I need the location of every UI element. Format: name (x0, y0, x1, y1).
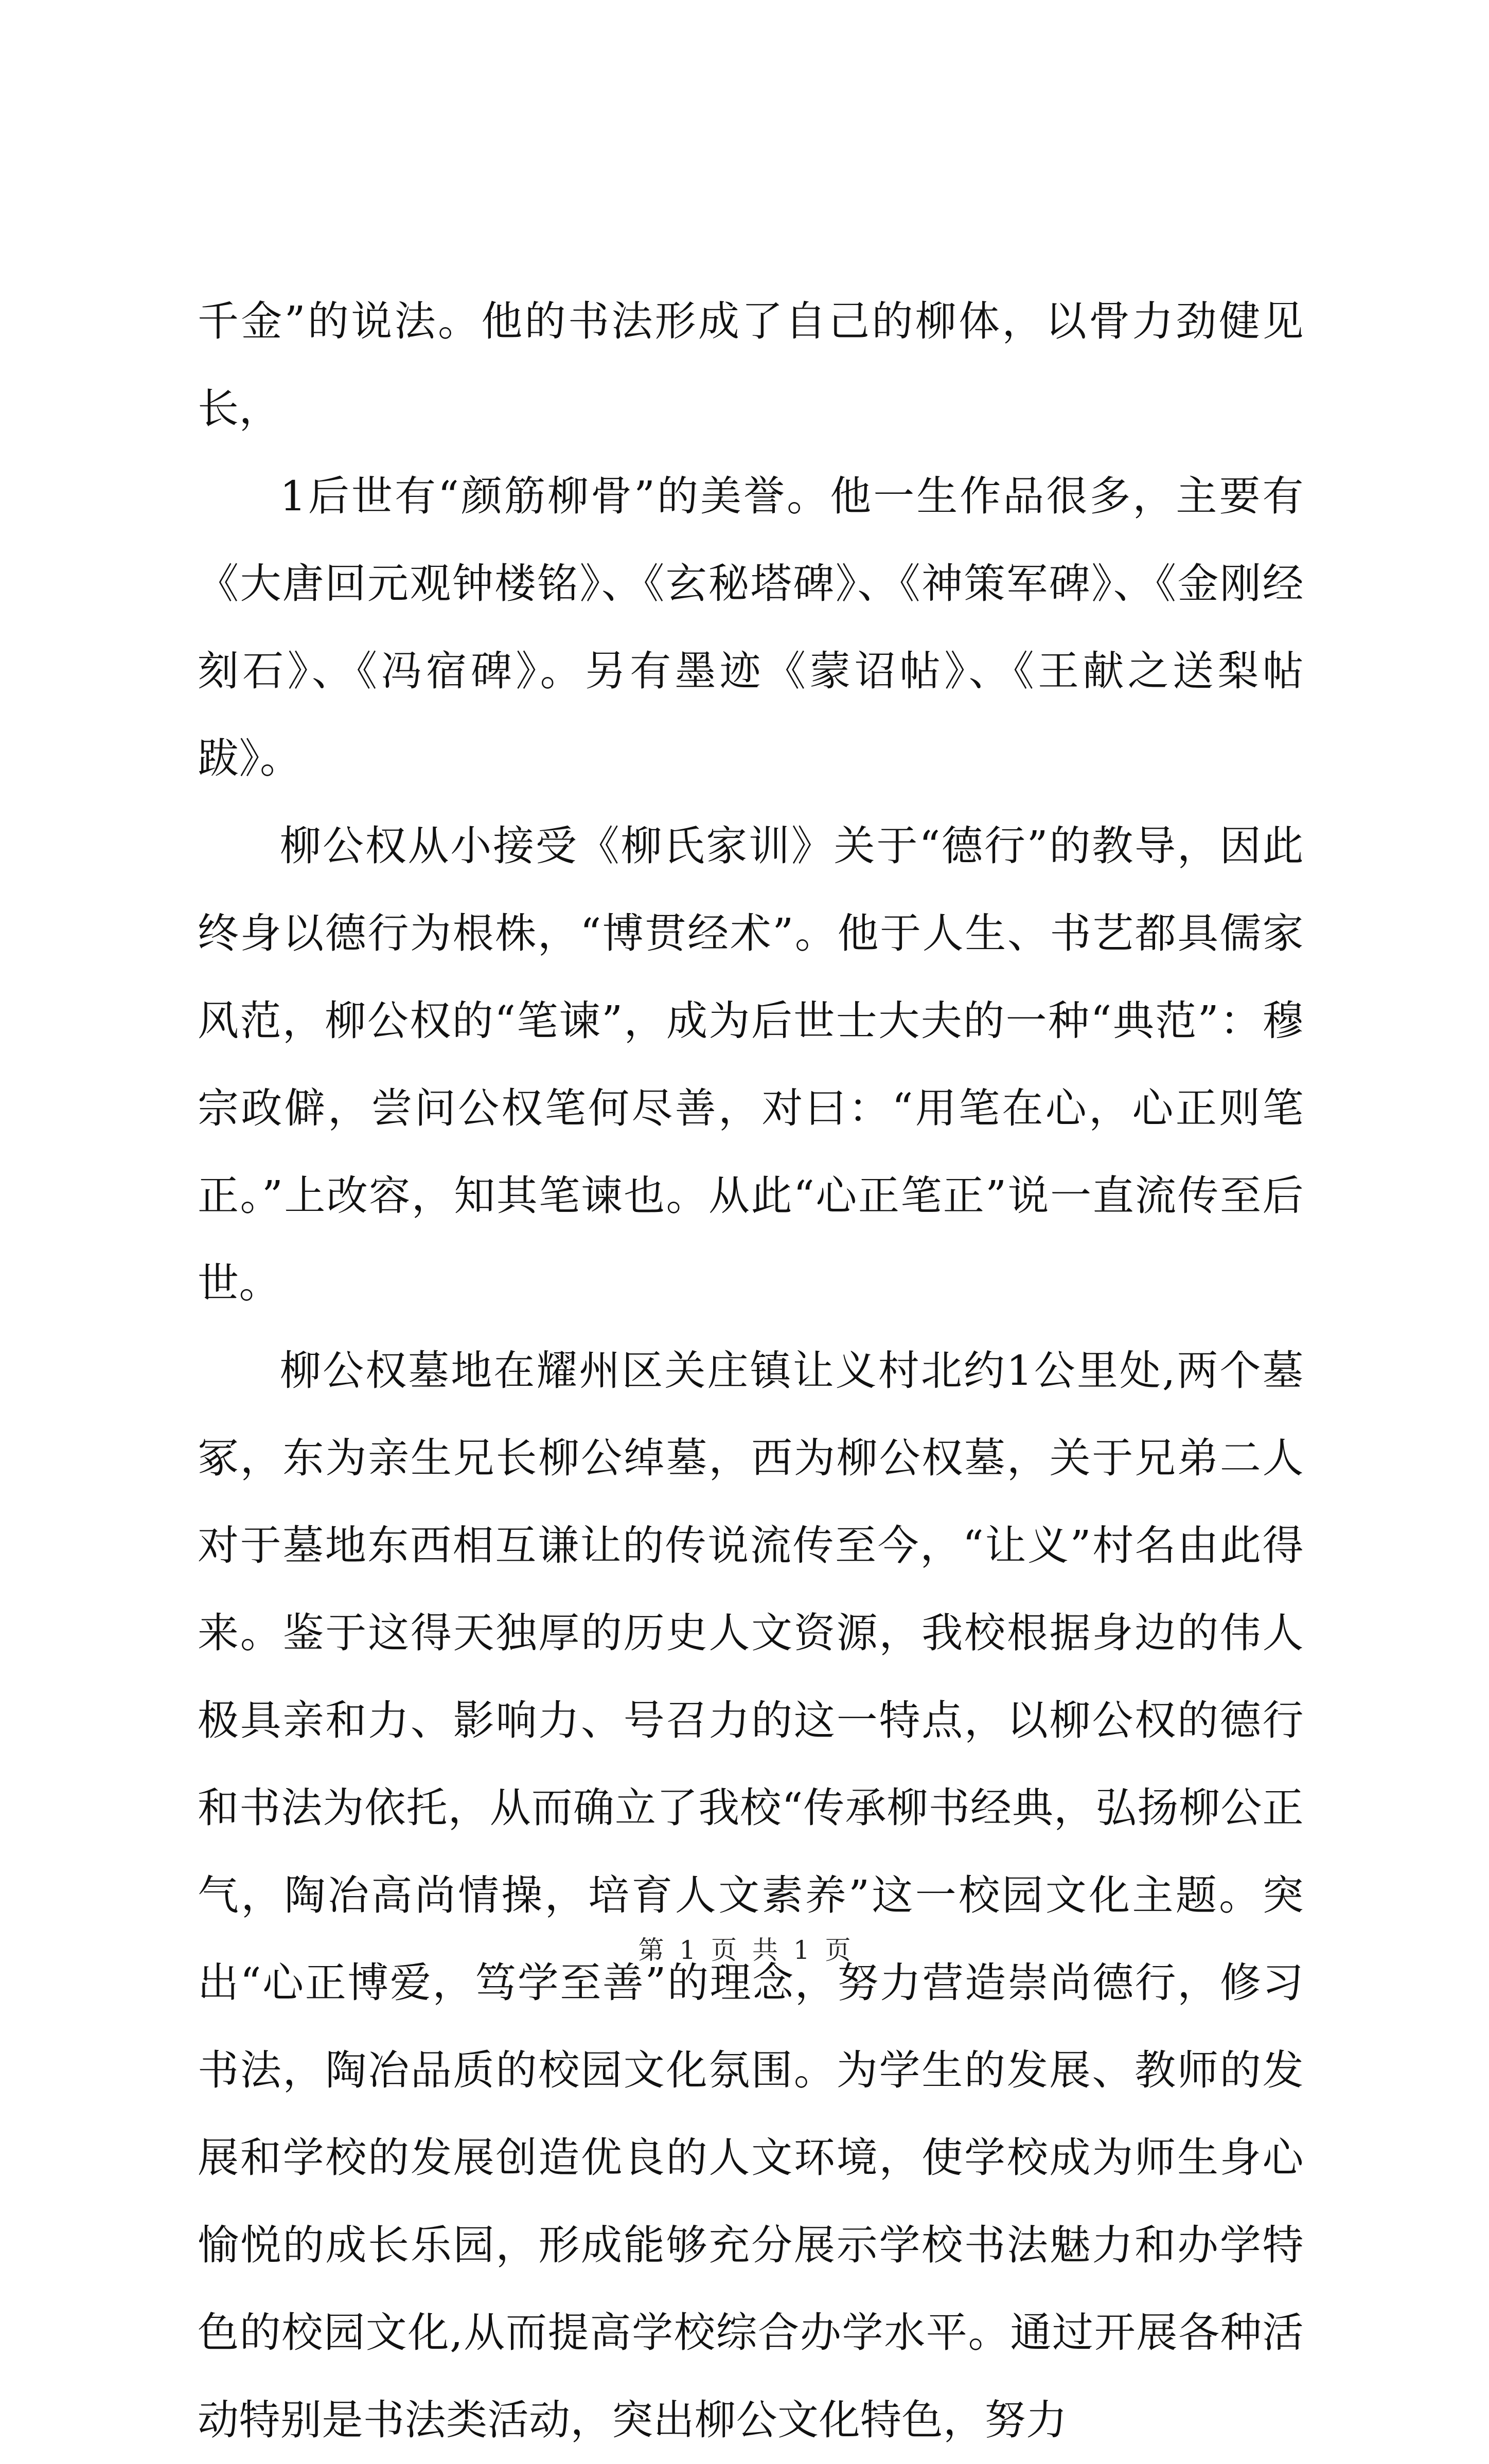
paragraph-4: 柳公权墓地在耀州区关庄镇让义村北约1公里处,两个墓冢，东为亲生兄长柳公绰墓，西为柳公权墓，关于兄弟二人对于墓地东西相互谦让的传说流传至今，“让义”村名由此得来。鉴于这得天独厚的历史人文资源，我校根据身边的伟人极具亲和力、影响力、号召力的这一特点，以柳公权的德行和书法为依托，从而确立了我校“传承柳书经典，弘扬柳公正气，陶冶高尚情操，培育人文素养”这一校园文化主题。突出“心正博爱，笃学至善”的理念，努力营造崇尚德行，修习书法，陶冶品质的校园文化氛围。为学生的发展、教师的发展和学校的发展创造优良的人文环境，使学校成为师生身心愉悦的成长乐园，形成能够充分展示学校书法魅力和办学特色的校园文化,从而提高学校综合办学水平。通过开展各种活动特别是书法类活动，突出柳公文化特色，努力 (198, 1347, 1304, 2444)
paragraph-2: 1后世有“颜筋柳骨”的美誉。他一生作品很多，主要有《大唐回元观钟楼铭》、《玄秘塔碑》、《神策军碑》、《金刚经刻石》、《冯宿碑》。另有墨迹《蒙诏帖》、《王献之送梨帖跋》。 (198, 472, 1304, 782)
paragraph-1: 千金”的说法。他的书法形成了自己的柳体，以骨力劲健见长， (198, 297, 1304, 433)
paragraph-3: 柳公权从小接受《柳氏家训》关于“德行”的教导，因此终身以德行为根株，“博贯经术”。他于人生、书艺都具儒家风范，柳公权的“笔谏”，成为后世士大夫的一种“典范”：穆宗政僻，尝问公权笔何尽善，对曰：“用笔在心，心正则笔正。”上改容，知其笔谏也。从此“心正笔正”说一直流传至后世。 (198, 822, 1304, 1307)
page-number-footer: 第 1 页 共 1 页 (638, 1935, 851, 1965)
document-body (198, 278, 1304, 2464)
